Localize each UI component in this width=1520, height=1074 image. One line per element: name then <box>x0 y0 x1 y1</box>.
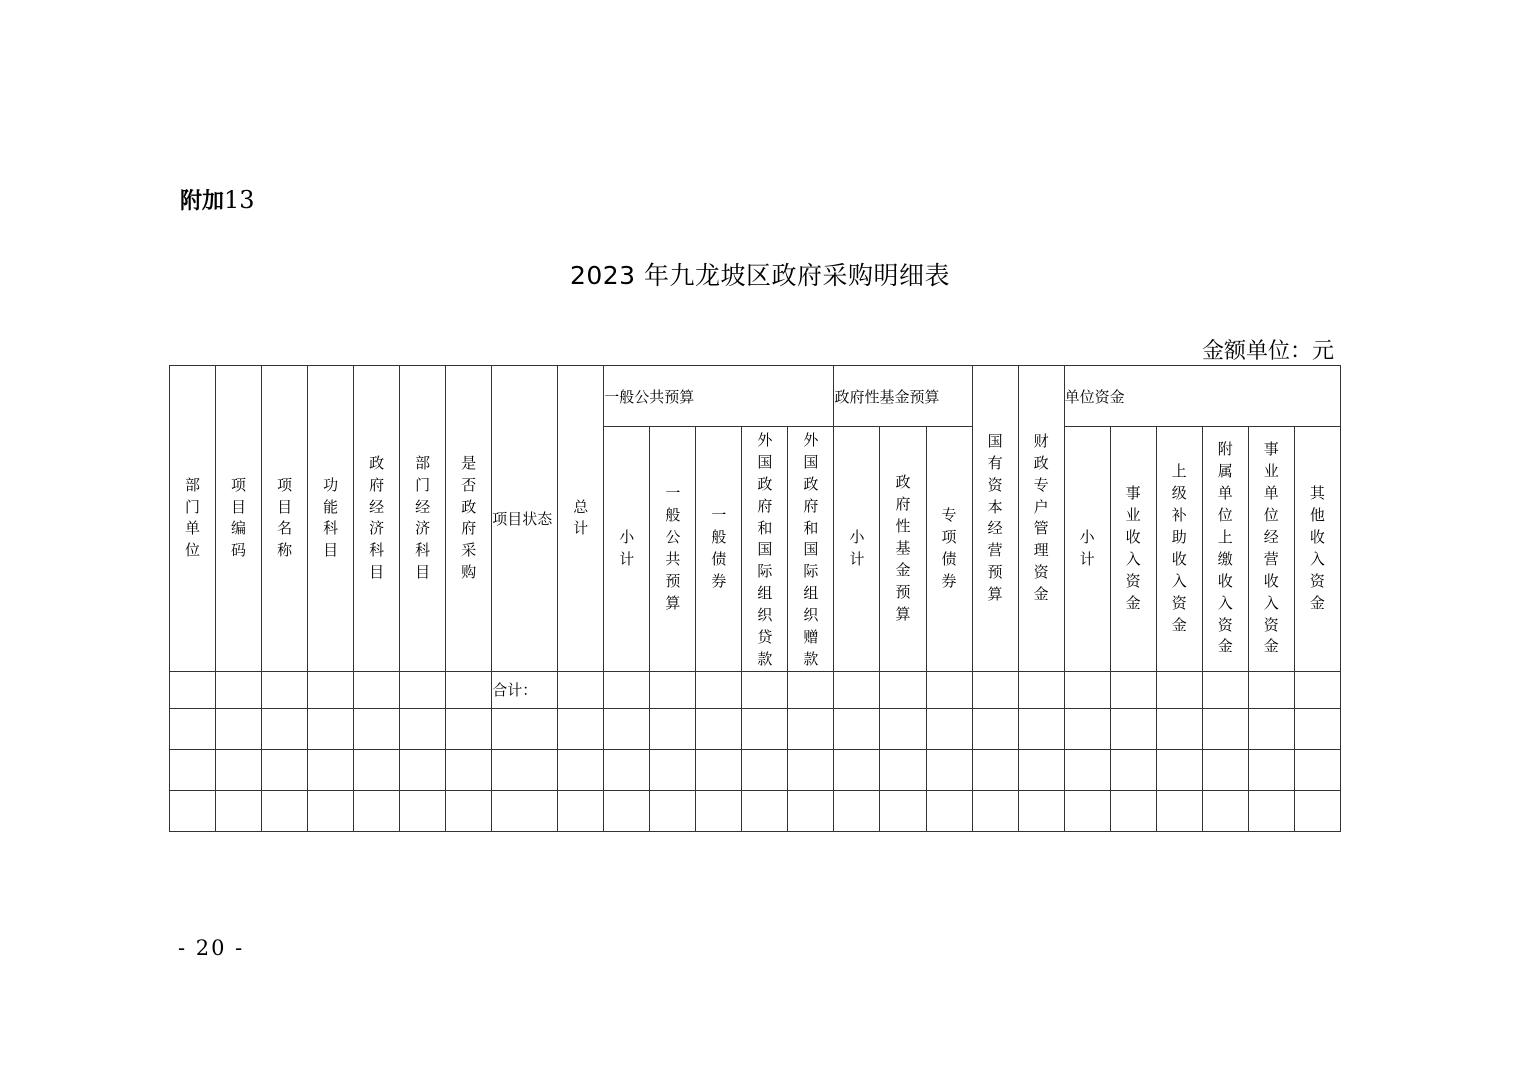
table-cell <box>308 708 354 749</box>
appendix-number: 13 <box>224 186 255 214</box>
table-cell <box>1110 749 1156 790</box>
table-cell <box>170 749 216 790</box>
header-gov-econ-subject: 政府经济科目 <box>354 366 400 672</box>
table-cell <box>354 708 400 749</box>
table-cell <box>972 708 1018 749</box>
table-cell <box>170 708 216 749</box>
table-cell <box>354 790 400 831</box>
table-cell <box>216 790 262 831</box>
table-cell <box>308 671 354 708</box>
table-cell <box>170 790 216 831</box>
table-cell <box>492 708 558 749</box>
table-cell <box>446 708 492 749</box>
header-uf-operating-income: 事业单位经营收入资金 <box>1248 427 1294 672</box>
header-uf-affiliated-income: 附属单位上缴收入资金 <box>1202 427 1248 672</box>
table-cell <box>834 671 880 708</box>
table-cell <box>492 790 558 831</box>
table-cell <box>1248 708 1294 749</box>
table-cell <box>742 790 788 831</box>
table-cell <box>1294 790 1340 831</box>
header-gov-fund-budget: 政府性基金预算 <box>834 366 972 427</box>
header-gb-foreign-grant: 外国政府和国际组织赠款 <box>788 427 834 672</box>
table-cell <box>446 749 492 790</box>
table-cell <box>1018 790 1064 831</box>
table-cell <box>262 749 308 790</box>
table-cell <box>1064 790 1110 831</box>
header-is-gov-procure: 是否政府采购 <box>446 366 492 672</box>
table-cell <box>834 708 880 749</box>
table-cell <box>400 708 446 749</box>
table-cell <box>308 790 354 831</box>
table-cell <box>926 749 972 790</box>
table-cell <box>262 790 308 831</box>
table-row <box>170 790 1341 831</box>
table-cell <box>1294 749 1340 790</box>
table-cell <box>696 749 742 790</box>
table-cell <box>170 671 216 708</box>
table-cell <box>1018 671 1064 708</box>
page-number: - 20 - <box>178 936 245 960</box>
table-cell <box>1110 708 1156 749</box>
table-cell <box>1156 671 1202 708</box>
table-cell <box>926 708 972 749</box>
table-cell <box>788 708 834 749</box>
header-project-code: 项目编码 <box>216 366 262 672</box>
table-cell <box>558 708 604 749</box>
table-cell <box>216 749 262 790</box>
header-uf-other-income: 其他收入资金 <box>1294 427 1340 672</box>
appendix-label <box>180 184 255 215</box>
page-title: 2023 年九龙坡区政府采购明细表 <box>569 261 951 290</box>
table-cell <box>558 790 604 831</box>
header-gb-foreign-loan: 外国政府和国际组织贷款 <box>742 427 788 672</box>
table-cell <box>972 749 1018 790</box>
table-cell <box>1110 790 1156 831</box>
header-uf-superior-subsidy: 上级补助收入资金 <box>1156 427 1202 672</box>
table-cell <box>1156 749 1202 790</box>
table-cell <box>604 790 650 831</box>
amount-unit: 金额单位：元 <box>1201 339 1334 364</box>
table-cell <box>1064 671 1110 708</box>
table-cell <box>834 790 880 831</box>
header-row-1 <box>170 366 1341 427</box>
table-row <box>170 749 1341 790</box>
table-cell <box>926 671 972 708</box>
total-label: 合计： <box>492 671 558 708</box>
header-state-capital: 国有资本经营预算 <box>972 366 1018 672</box>
table-cell <box>262 671 308 708</box>
table-cell <box>558 749 604 790</box>
header-special-account: 财政专户管理资金 <box>1018 366 1064 672</box>
table-cell <box>604 671 650 708</box>
table-cell <box>400 790 446 831</box>
header-dept-unit: 部门单位 <box>170 366 216 672</box>
table-cell <box>650 749 696 790</box>
table-cell <box>1202 749 1248 790</box>
table-cell <box>972 790 1018 831</box>
table-cell <box>1018 708 1064 749</box>
table-cell <box>650 790 696 831</box>
table-cell <box>262 708 308 749</box>
table-cell <box>446 790 492 831</box>
table-cell <box>1294 708 1340 749</box>
header-dept-econ-subject: 部门经济科目 <box>400 366 446 672</box>
table-cell <box>834 749 880 790</box>
table-cell <box>354 671 400 708</box>
table-cell <box>1156 708 1202 749</box>
table-cell <box>1018 749 1064 790</box>
table-cell <box>880 708 926 749</box>
header-project-name: 项目名称 <box>262 366 308 672</box>
table-cell <box>492 749 558 790</box>
table-cell <box>1248 749 1294 790</box>
header-gb-subtotal: 小计 <box>604 427 650 672</box>
total-row <box>170 671 1341 708</box>
table-cell <box>788 671 834 708</box>
table-cell <box>308 749 354 790</box>
table-cell <box>1294 671 1340 708</box>
table-cell <box>696 790 742 831</box>
header-gf-budget: 政府性基金预算 <box>880 427 926 672</box>
table-cell <box>1248 671 1294 708</box>
header-gf-special-bond: 专项债券 <box>926 427 972 672</box>
table-cell <box>1248 790 1294 831</box>
table-cell <box>1110 671 1156 708</box>
table-cell <box>446 671 492 708</box>
table-cell <box>216 708 262 749</box>
table-cell <box>1064 749 1110 790</box>
header-gb-bond: 一般债券 <box>696 427 742 672</box>
header-project-status: 项目状态 <box>492 366 558 672</box>
procurement-table <box>169 365 1341 832</box>
table-cell <box>604 708 650 749</box>
table-cell <box>604 749 650 790</box>
table-row <box>170 708 1341 749</box>
table-cell <box>650 671 696 708</box>
table-cell <box>400 671 446 708</box>
table-cell <box>650 708 696 749</box>
table-cell <box>558 671 604 708</box>
table-cell <box>742 749 788 790</box>
header-general-budget: 一般公共预算 <box>604 366 834 427</box>
table-cell <box>972 671 1018 708</box>
table-cell <box>696 708 742 749</box>
header-gf-subtotal: 小计 <box>834 427 880 672</box>
table-cell <box>880 749 926 790</box>
table-cell <box>926 790 972 831</box>
table-cell <box>1202 671 1248 708</box>
table-cell <box>1156 790 1202 831</box>
table-cell <box>1202 708 1248 749</box>
table-cell <box>696 671 742 708</box>
header-unit-funds: 单位资金 <box>1064 366 1340 427</box>
header-func-subject: 功能科目 <box>308 366 354 672</box>
table-cell <box>742 671 788 708</box>
table-cell <box>788 749 834 790</box>
header-gb-general: 一般公共预算 <box>650 427 696 672</box>
header-uf-subtotal: 小计 <box>1064 427 1110 672</box>
table-cell <box>1202 790 1248 831</box>
table-cell <box>880 790 926 831</box>
table-cell <box>354 749 400 790</box>
appendix-text: 附加 <box>180 189 225 214</box>
table-cell <box>742 708 788 749</box>
header-total: 总计 <box>558 366 604 672</box>
table-cell <box>216 671 262 708</box>
header-uf-business-income: 事业收入资金 <box>1110 427 1156 672</box>
table-cell <box>1064 708 1110 749</box>
table-cell <box>880 671 926 708</box>
table-cell <box>400 749 446 790</box>
table-cell <box>788 790 834 831</box>
